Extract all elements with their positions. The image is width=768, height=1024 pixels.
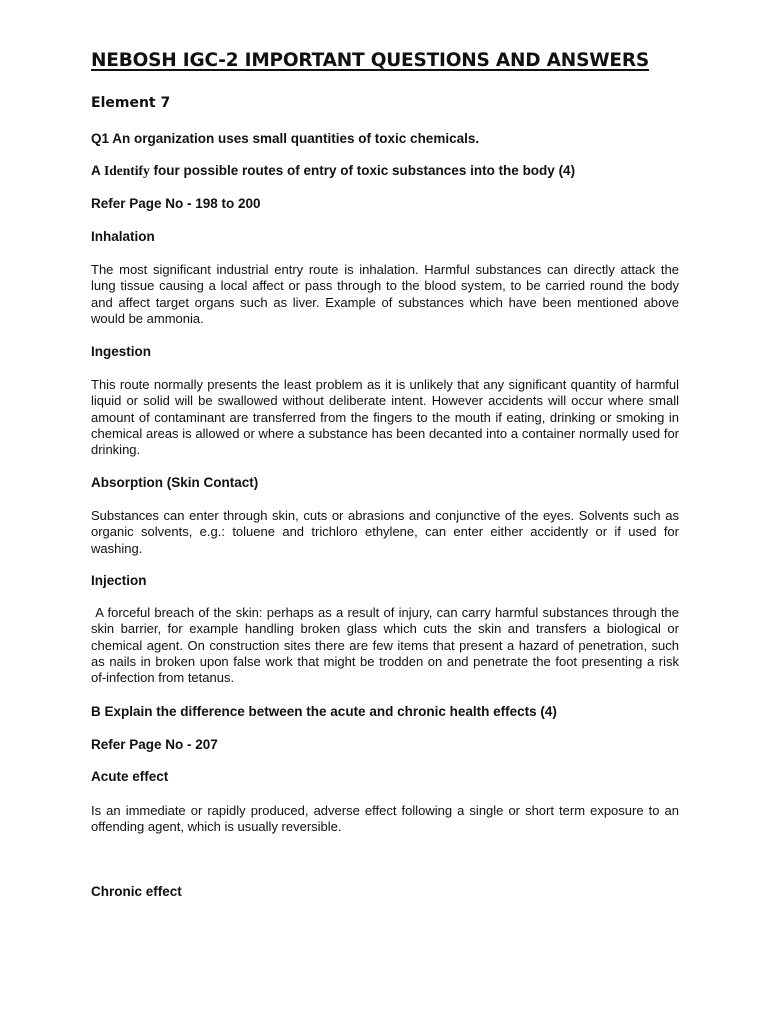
absorption-heading: Absorption (Skin Contact) bbox=[91, 475, 259, 490]
reference-page-2: Refer Page No - 207 bbox=[91, 737, 218, 752]
acute-effect-paragraph: Is an immediate or rapidly produced, adverse effect following a single or short term exposure to an offending agent, which is usually reversible. bbox=[91, 803, 679, 835]
document-title: NEBOSH IGC-2 IMPORTANT QUESTIONS AND ANSWERS bbox=[91, 50, 650, 71]
inhalation-heading: Inhalation bbox=[91, 229, 155, 244]
reference-page-1: Refer Page No - 198 to 200 bbox=[91, 196, 261, 211]
question-part-a-text: four possible routes of entry of toxic substances into the body (4) bbox=[149, 163, 576, 178]
ingestion-paragraph: This route normally presents the least problem as it is unlikely that any significant quantity of harmful liquid or solid will be swallowed without deliberate intent. However accidents will occur where small amount of contaminant are transferred from the fingers to the mouth if eating, drinking or smoking in chemical areas is allowed or where a substance has been decanted into a container normally used for drinking. bbox=[91, 377, 679, 458]
absorption-paragraph: Substances can enter through skin, cuts or abrasions and conjunctive of the eyes. Solvents such as organic solvents, e.g.: toluene and trichloro ethylene, can enter either accidently or if used for washing. bbox=[91, 508, 679, 556]
question-1: Q1 An organization uses small quantities of toxic chemicals. bbox=[91, 131, 480, 146]
question-part-b: B Explain the difference between the acute and chronic health effects (4) bbox=[91, 704, 557, 719]
chronic-effect-heading: Chronic effect bbox=[91, 884, 182, 899]
question-part-a-keyword: Identify bbox=[104, 163, 150, 178]
question-part-a-prefix: A bbox=[91, 163, 104, 178]
element-heading: Element 7 bbox=[91, 95, 171, 111]
injection-paragraph: A forceful breach of the skin: perhaps as a result of injury, can carry harmful substances through the skin barrier, for example handling broken glass which cuts the skin and transfers a biological or chemical agent. On construction sites there are few items that present a hazard of penetration, such as nails in broken upon false work that might be trodden on and penetrate the foot presenting a risk of-infection from tetanus. bbox=[91, 605, 683, 686]
inhalation-paragraph: The most significant industrial entry route is inhalation. Harmful substances can directly attack the lung tissue causing a local affect or pass through to the blood system, to be carried round the body and affect target organs such as liver. Example of substances which have been mentioned above would be ammonia. bbox=[91, 262, 679, 326]
injection-heading: Injection bbox=[91, 573, 147, 588]
ingestion-heading: Ingestion bbox=[91, 344, 151, 359]
acute-effect-heading: Acute effect bbox=[91, 769, 169, 784]
question-part-a bbox=[91, 163, 575, 179]
